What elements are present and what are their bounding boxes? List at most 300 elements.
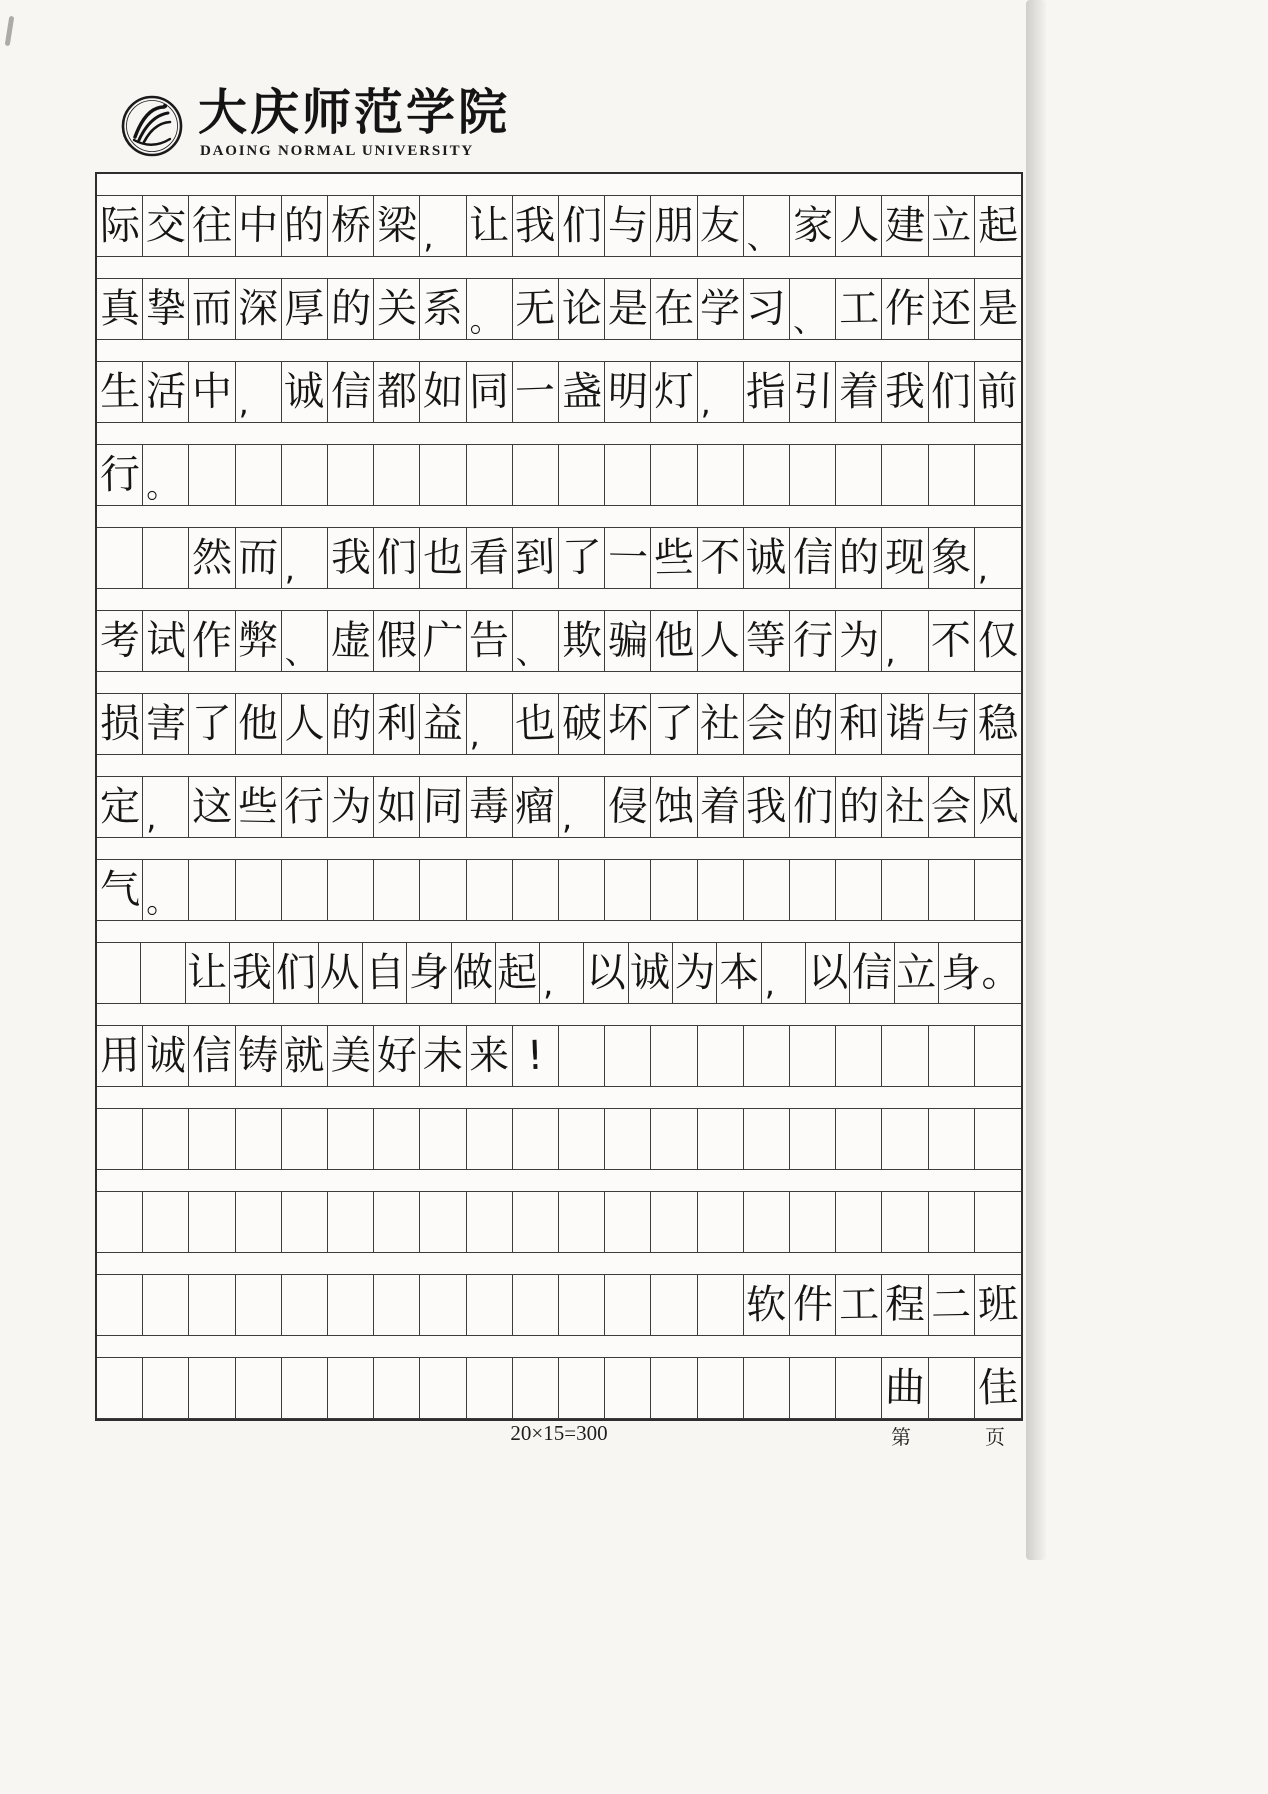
handwritten-character: 中 [191,368,233,416]
grid-cell-empty [143,528,189,588]
grid-cell-handwriting [698,196,744,256]
grid-cell-handwriting [420,1026,466,1086]
grid-cell-empty [513,860,559,920]
handwritten-character: 些 [653,534,695,582]
grid-cell-handwriting [282,611,328,671]
handwritten-character: 不 [699,534,741,582]
page-label-prefix: 第 [891,1427,911,1449]
grid-cell-empty [559,1109,605,1169]
grid-cell-empty [97,1275,143,1335]
university-header [120,86,510,160]
grid-cell-empty [467,1275,513,1335]
grid-cell-handwriting [452,943,496,1003]
handwritten-character: 关 [376,285,418,333]
handwritten-character: 气 [99,866,140,914]
handwritten-character: 弊 [237,617,279,665]
grid-row [97,1108,1021,1170]
handwritten-character: 与 [930,700,972,748]
grid-cell-empty [236,1109,282,1169]
handwritten-character: 家 [792,202,834,250]
grid-cell-handwriting [97,196,143,256]
grid-cell-handwriting [698,362,744,422]
handwritten-character: 而 [237,534,279,582]
handwritten-character: 行 [99,451,140,499]
grid-cell-empty [605,1109,651,1169]
grid-cell-handwriting [374,196,420,256]
grid-cell-empty [605,1358,651,1418]
handwritten-character: , [977,550,988,588]
handwritten-character: 益 [422,700,464,748]
grid-cell-empty [328,1192,374,1252]
handwritten-character: 这 [191,783,233,831]
grid-cell-handwriting [97,777,143,837]
grid-cell-handwriting [605,279,651,339]
grid-cell-empty [189,1192,235,1252]
grid-cell-handwriting [836,611,882,671]
handwritten-character: 深 [237,285,279,333]
grid-cell-empty [374,1358,420,1418]
grid-cell-empty [559,1275,605,1335]
handwritten-character: 作 [884,285,926,333]
handwritten-character: 软 [745,1281,788,1329]
grid-cell-handwriting [143,777,189,837]
grid-cell-empty [651,860,697,920]
grid-cell-handwriting [836,694,882,754]
grid-cell-handwriting [328,694,374,754]
handwritten-character: 的 [330,285,372,333]
handwritten-character: 论 [561,285,602,333]
grid-cell-empty [882,860,928,920]
grid-cell-empty [513,1358,559,1418]
grid-cell-handwriting [420,279,466,339]
grid-cell-empty [975,1192,1021,1252]
grid-cell-empty [282,1358,328,1418]
handwritten-character: 着 [699,783,741,831]
grid-row [97,361,1021,423]
grid-cell-empty [282,445,328,505]
grid-cell-handwriting [744,777,790,837]
grid-cell-empty [836,1192,882,1252]
grid-cell-handwriting [975,694,1021,754]
grid-cell-empty [698,445,744,505]
handwritten-character: , [764,965,775,1003]
grid-cell-handwriting [605,694,651,754]
handwritten-character: 都 [376,368,418,416]
grid-cell-empty [559,1026,605,1086]
grid-cell-handwriting [882,528,928,588]
grid-cell-handwriting [328,279,374,339]
grid-cell-handwriting [790,777,836,837]
grid-cell-handwriting [513,694,559,754]
university-name-cn: 大庆师范学院 [198,84,511,141]
grid-cell-empty [698,1109,744,1169]
handwritten-character: 信 [330,368,372,416]
handwritten-character: 工 [838,1281,880,1329]
handwritten-character: 往 [191,202,233,250]
handwritten-character: 活 [145,368,187,416]
grid-cell-empty [790,1192,836,1252]
grid-row [97,195,1021,257]
handwritten-character: 。 [146,467,179,505]
handwritten-character: 们 [930,368,972,416]
grid-cell-handwriting [467,777,513,837]
handwritten-character: 的 [283,202,326,250]
grid-cell-handwriting [929,196,975,256]
handwritten-character: 了 [561,534,602,582]
grid-cell-handwriting [319,943,363,1003]
handwritten-character: 他 [237,700,279,748]
grid-cell-empty [605,860,651,920]
handwritten-character: 定 [99,783,140,831]
grid-cell-empty [605,445,651,505]
grid-cell-handwriting [651,694,697,754]
handwritten-character: 从 [319,949,361,997]
handwritten-character: 、 [515,633,548,671]
handwritten-character: 做 [452,949,494,997]
grid-cell-handwriting [230,943,274,1003]
grid-cell-empty [790,1026,836,1086]
grid-cell-empty [374,1192,420,1252]
grid-cell-handwriting [513,611,559,671]
grid-cell-empty [882,445,928,505]
grid-cell-handwriting [673,943,717,1003]
handwritten-character: 信 [792,534,834,582]
handwritten-character: 诚 [283,368,326,416]
grid-cell-handwriting [236,694,282,754]
handwritten-character: 的 [838,534,880,582]
grid-cell-empty [836,1109,882,1169]
handwritten-character: 习 [745,285,788,333]
grid-cell-empty [929,1026,975,1086]
grid-cell-handwriting [651,528,697,588]
handwritten-character: 铸 [237,1032,279,1080]
grid-cell-empty [929,1192,975,1252]
grid-cell-handwriting [651,611,697,671]
grid-cell-handwriting [143,860,189,920]
grid-cell-handwriting [975,279,1021,339]
grid-cell-handwriting [282,279,328,339]
grid-cell-handwriting [236,362,282,422]
grid-cell-empty [189,1358,235,1418]
handwritten-character: 然 [191,534,233,582]
grid-cell-handwriting [559,279,605,339]
grid-cell-empty [790,860,836,920]
grid-cell-empty [97,943,141,1003]
handwritten-character: , [423,218,434,256]
grid-cell-handwriting [282,196,328,256]
handwritten-character: 用 [99,1032,140,1080]
handwritten-character: 社 [699,700,741,748]
grid-cell-handwriting [282,528,328,588]
grid-cell-handwriting [143,611,189,671]
handwritten-character: 来 [468,1032,510,1080]
handwritten-character: 中 [237,202,279,250]
grid-cell-empty [236,1275,282,1335]
handwritten-character: 风 [977,783,1019,831]
grid-cell-empty [189,445,235,505]
grid-cell-empty [282,1192,328,1252]
grid-cell-empty [698,1358,744,1418]
grid-cell-empty [467,1192,513,1252]
handwritten-character: 到 [514,534,557,582]
handwritten-character: 也 [514,700,557,748]
grid-cell-handwriting [97,445,143,505]
handwritten-character: 起 [977,202,1019,250]
grid-cell-handwriting [744,279,790,339]
handwritten-character: 行 [283,783,326,831]
grid-cell-handwriting [790,528,836,588]
grid-cell-handwriting [143,196,189,256]
grid-cell-handwriting [882,1275,928,1335]
handwritten-character: 我 [514,202,557,250]
grid-cell-handwriting [467,1026,513,1086]
grid-cell-handwriting [790,196,836,256]
handwritten-character: 和 [838,700,880,748]
handwritten-character: 假 [376,617,418,665]
handwritten-character: 挚 [145,285,187,333]
grid-cell-empty [236,1358,282,1418]
handwritten-character: 损 [99,700,140,748]
handwritten-character: 骗 [607,617,649,665]
handwritten-character: 欺 [561,617,602,665]
grid-cell-handwriting [374,1026,420,1086]
grid-row [97,776,1021,838]
grid-cell-handwriting [836,1275,882,1335]
grid-cell-handwriting [328,1026,374,1086]
grid-cell-handwriting [97,860,143,920]
grid-cell-empty [97,528,143,588]
grid-cell-empty [651,1358,697,1418]
handwritten-character: 我 [884,368,926,416]
photo-artifact-mark [5,16,15,46]
grid-cell-empty [559,1358,605,1418]
handwritten-character: ! [526,1032,545,1080]
handwritten-character: 。 [146,882,179,920]
handwritten-character: 就 [283,1032,326,1080]
grid-cell-handwriting [513,196,559,256]
grid-cell-empty [467,1109,513,1169]
handwritten-character: 自 [364,949,405,997]
grid-cell-empty [189,860,235,920]
grid-cell-handwriting [282,1026,328,1086]
handwritten-character: 学 [699,285,741,333]
grid-cell-handwriting [97,362,143,422]
grid-cell-handwriting [513,528,559,588]
handwritten-character: 起 [496,949,539,997]
grid-cell-empty [975,1026,1021,1086]
grid-cell-handwriting [762,943,806,1003]
grid-cell-handwriting [790,611,836,671]
grid-cell-handwriting [882,362,928,422]
handwritten-character: , [469,716,480,754]
grid-cell-handwriting [328,362,374,422]
grid-cell-handwriting [559,611,605,671]
grid-cell-handwriting [467,694,513,754]
grid-cell-empty [836,1026,882,1086]
grid-cell-handwriting [236,777,282,837]
grid-cell-handwriting [467,279,513,339]
grid-cell-handwriting [559,777,605,837]
grid-cell-handwriting [836,777,882,837]
grid-row [97,1274,1021,1336]
handwritten-character: 桥 [330,202,372,250]
grid-cell-empty [513,1192,559,1252]
handwritten-character: 曲 [884,1364,926,1412]
handwritten-character: 如 [422,368,464,416]
grid-cell-handwriting [513,279,559,339]
handwritten-character: 厚 [283,285,326,333]
grid-cell-handwriting [975,362,1021,422]
handwritten-character: 诚 [745,534,788,582]
grid-row [97,610,1021,672]
grid-cell-empty [328,1275,374,1335]
grid-cell-handwriting [236,528,282,588]
grid-cell-handwriting [806,943,850,1003]
grid-cell-handwriting [374,611,420,671]
handwritten-character: 些 [237,783,279,831]
handwritten-character: 了 [191,700,233,748]
grid-cell-empty [143,1358,189,1418]
handwritten-character: 诚 [145,1032,187,1080]
handwritten-character: 诚 [630,949,671,997]
grid-cell-handwriting [929,528,975,588]
grid-cell-empty [559,1192,605,1252]
grid-cell-empty [929,1109,975,1169]
handwritten-character: 的 [838,783,880,831]
grid-cell-empty [605,1026,651,1086]
handwritten-character: 的 [792,700,834,748]
grid-cell-empty [513,445,559,505]
handwritten-character: 坏 [607,700,649,748]
grid-cell-empty [189,1109,235,1169]
grid-cell-handwriting [895,943,939,1003]
grid-cell-handwriting [513,1026,559,1086]
handwritten-character: 社 [884,783,926,831]
grid-cell-handwriting [605,777,651,837]
grid-cell-empty [975,860,1021,920]
handwritten-character: 信 [851,949,893,997]
grid-cell-empty [420,445,466,505]
grid-cell-handwriting [698,611,744,671]
grid-cell-empty [651,1109,697,1169]
grid-cell-handwriting [97,694,143,754]
grid-cell-handwriting [629,943,673,1003]
handwritten-character: 而 [191,285,233,333]
grid-cell-empty [328,1358,374,1418]
grid-cell-handwriting [143,362,189,422]
handwritten-character: 我 [330,534,372,582]
handwritten-character: 人 [838,202,880,250]
grid-cell-handwriting [717,943,761,1003]
handwritten-character: 生 [99,368,140,416]
grid-cell-empty [836,445,882,505]
grid-cell-handwriting [744,362,790,422]
handwritten-character: 二 [930,1281,972,1329]
grid-cell-handwriting [374,528,420,588]
grid-cell-handwriting [929,362,975,422]
grid-cell-handwriting [698,279,744,339]
grid-cell-handwriting [790,279,836,339]
grid-cell-empty [836,860,882,920]
grid-cell-handwriting [374,694,420,754]
grid-cell-empty [929,1358,975,1418]
grid-cell-handwriting [189,528,235,588]
grid-cell-empty [374,445,420,505]
grid-cell-handwriting [882,777,928,837]
handwritten-character: 稳 [977,700,1019,748]
handwritten-character: 他 [653,617,695,665]
handwritten-character: , [885,633,896,671]
handwritten-character: , [284,550,295,588]
grid-cell-empty [467,1358,513,1418]
grid-cell-empty [420,1192,466,1252]
grid-cell-empty [559,445,605,505]
handwritten-character: 盏 [561,368,602,416]
handwritten-character: 破 [561,700,602,748]
grid-cell-empty [975,445,1021,505]
handwritten-character: , [238,384,249,422]
grid-cell-empty [420,1109,466,1169]
grid-cell-handwriting [328,611,374,671]
grid-cell-empty [744,860,790,920]
page-number-label [891,1421,1005,1450]
handwritten-character: 象 [930,534,972,582]
grid-cell-empty [97,1358,143,1418]
handwritten-character: 人 [699,617,741,665]
handwritten-character: 在 [653,285,695,333]
handwritten-character: 是 [977,285,1019,333]
handwritten-character: 件 [792,1281,834,1329]
grid-cell-empty [513,1109,559,1169]
handwritten-character: 真 [99,285,140,333]
grid-cell-empty [882,1109,928,1169]
grid-cell-handwriting [496,943,540,1003]
grid-cell-handwriting [189,196,235,256]
grid-cell-handwriting [143,694,189,754]
handwritten-character: 行 [792,617,834,665]
grid-cell-handwriting [882,279,928,339]
handwritten-character: , [700,384,711,422]
grid-cell-handwriting [328,196,374,256]
grid-cell-handwriting [374,362,420,422]
handwritten-character: 系 [422,285,464,333]
handwritten-character: 以 [807,949,849,997]
grid-cell-handwriting [189,694,235,754]
grid-cell-handwriting [559,362,605,422]
grid-cell-empty [420,1275,466,1335]
grid-cell-handwriting [836,528,882,588]
grid-cell-empty [467,860,513,920]
grid-cell-handwriting [513,362,559,422]
grid-cell-empty [374,860,420,920]
grid-cell-empty [282,860,328,920]
grid-cell-empty [698,1026,744,1086]
university-names [198,86,510,160]
grid-cell-handwriting [939,943,1021,1003]
grid-cell-handwriting [559,528,605,588]
grid-row [97,1357,1021,1419]
grid-cell-empty [975,1109,1021,1169]
handwritten-character: 友 [699,202,741,250]
grid-cell-handwriting [274,943,318,1003]
grid-cell-empty [236,445,282,505]
grid-cell-empty [698,1275,744,1335]
grid-cell-handwriting [467,196,513,256]
paper-edge-shadow [1026,0,1046,1560]
grid-cell-handwriting [420,694,466,754]
grid-cell-handwriting [744,611,790,671]
grid-cell-handwriting [420,611,466,671]
